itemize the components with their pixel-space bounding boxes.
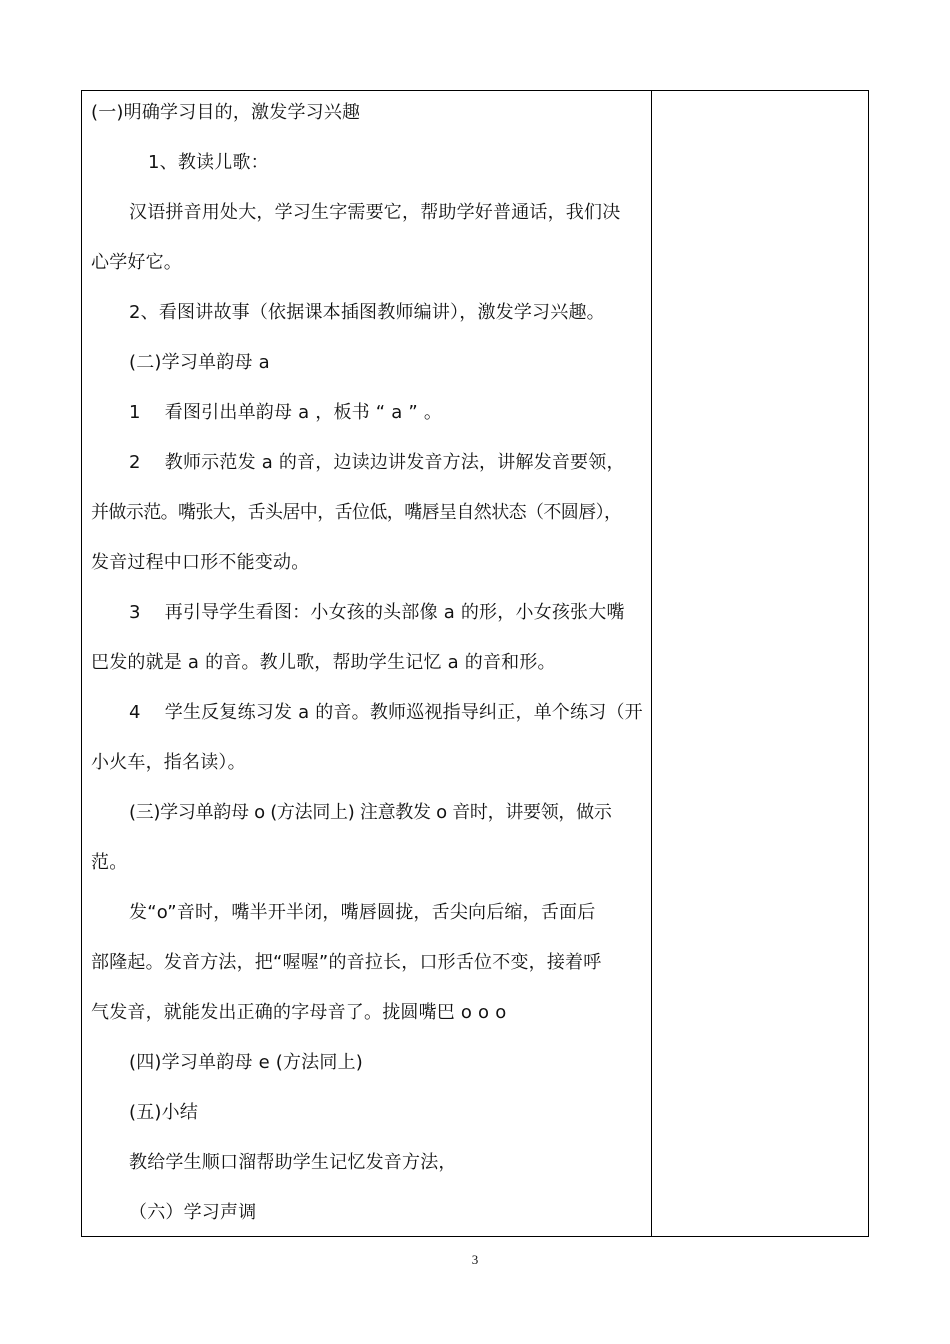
text-line: 巴发的就是 a 的音。教儿歌，帮助学生记忆 a 的音和形。	[91, 652, 556, 673]
text-line: (三)学习单韵母 o (方法同上) 注意教发 o 音时，讲要领，做示	[129, 802, 612, 823]
text-line: （六）学习声调	[129, 1202, 257, 1223]
notes-cell	[652, 91, 868, 1236]
text-line: 发音过程中口形不能变动。	[91, 552, 310, 573]
lesson-table	[81, 90, 869, 1237]
text-line: 发“o”音时，嘴半开半闭，嘴唇圆拢，舌尖向后缩，舌面后	[129, 902, 596, 923]
text-line: 4 学生反复练习发 a 的音。教师巡视指导纠正，单个练习（开	[129, 702, 643, 723]
text-line: 心学好它。	[91, 252, 182, 273]
text-line: 3 再引导学生看图：小女孩的头部像 a 的形，小女孩张大嘴	[129, 602, 625, 623]
text-line: 气发音，就能发出正确的字母音了。拢圆嘴巴 o o o	[91, 1002, 507, 1023]
text-line: 1、教读儿歌：	[148, 152, 269, 173]
text-line: (一)明确学习目的，激发学习兴趣	[91, 102, 361, 123]
text-line: 1 看图引出单韵母 a ，板书 “ a ” 。	[129, 402, 443, 423]
text-line: (五)小结	[129, 1102, 199, 1123]
text-line: 并做示范。嘴张大，舌头居中，舌位低，嘴唇呈自然状态（不圆唇），	[91, 502, 622, 523]
page-number: 3	[471, 1252, 479, 1267]
text-line: 小火车，指名读）。	[91, 752, 246, 773]
text-line: (四)学习单韵母 e (方法同上)	[129, 1052, 364, 1073]
text-line: 教给学生顺口溜帮助学生记忆发音方法，	[129, 1152, 457, 1173]
text-line: 部隆起。发音方法，把“喔喔”的音拉长，口形舌位不变，接着呼	[91, 952, 602, 973]
text-line: 2 教师示范发 a 的音，边读边讲发音方法，讲解发音要领，	[129, 452, 625, 473]
lesson-content-cell	[82, 91, 651, 1236]
text-line: (二)学习单韵母 a	[129, 352, 270, 373]
text-line: 2、看图讲故事（依据课本插图教师编讲），激发学习兴趣。	[129, 302, 605, 323]
text-line: 范。	[91, 852, 128, 873]
text-line: 汉语拼音用处大，学习生字需要它，帮助学好普通话，我们决	[129, 202, 621, 223]
